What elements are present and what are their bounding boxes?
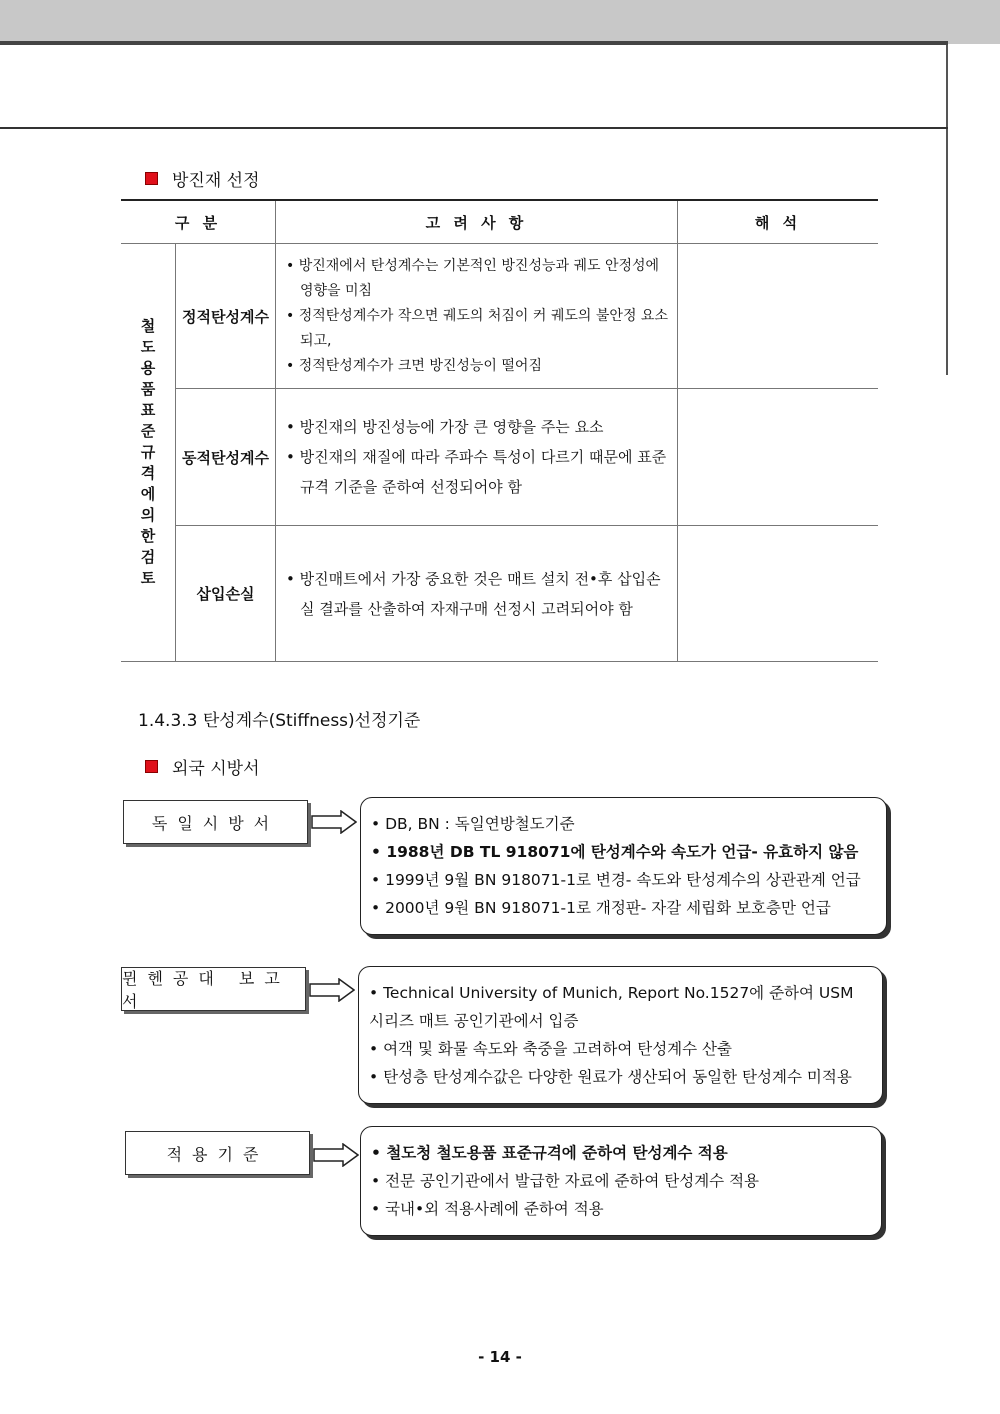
header-band [0, 0, 1000, 44]
row-note [678, 244, 879, 389]
row-name: 정적탄성계수 [176, 244, 276, 389]
spec-item: • 2000년 9원 BN 918071-1로 개정판- 자갈 세립화 보호층만 언급 [371, 899, 831, 917]
arrow-right-icon [309, 978, 355, 1002]
group-label: 철도용품 표준규격에 의한 검토 [121, 244, 176, 662]
header-bottom-rule [0, 127, 948, 129]
spec-box [360, 1126, 882, 1236]
page-number: - 14 - [478, 1348, 522, 1366]
spec-item: • 철도청 철도용품 표준규격에 준하여 탄성계수 적용 [371, 1144, 728, 1162]
section-title-text: 외국 시방서 [172, 759, 260, 779]
header-interpretation: 해 석 [678, 200, 879, 244]
subsection-heading: 1.4.3.3 탄성계수(Stiffness)선정기준 [138, 711, 421, 731]
spec-box [360, 797, 887, 935]
bullet-square-icon [145, 760, 158, 773]
header-considerations: 고 려 사 항 [276, 200, 678, 244]
selection-table [121, 199, 878, 662]
row-note [678, 389, 879, 526]
arrow-right-icon [311, 810, 357, 834]
row-desc: • 방진매트에서 가장 중요한 것은 매트 설치 전•후 삽입손실 결과를 산출하여 자재구매 선정시 고려되어야 함 [276, 526, 678, 662]
spec-item: • DB, BN : 독일연방철도기준 [371, 815, 575, 833]
margin-rule [946, 45, 948, 375]
header-rule [0, 41, 948, 45]
row-desc: • 방진재에서 탄성계수는 기본적인 방진성능과 궤도 안정성에 영향을 미침 • 정적탄성계수가 작으면 궤도의 처짐이 커 궤도의 불안정 요소되고, • 정적탄성계수가 크면 방진성능이 떨어짐 [276, 244, 678, 389]
spec-item: • 탄성층 탄성계수값은 다양한 원료가 생산되어 동일한 탄성계수 미적용 [369, 1068, 852, 1086]
spec-label: 뮌헨공대 보고서 [121, 967, 306, 1011]
spec-item: • 1999년 9월 BN 918071-1로 변경- 속도와 탄성계수의 상관관계 언급 [371, 871, 861, 889]
row-note [678, 526, 879, 662]
spec-item: • 국내•외 적용사례에 준하여 적용 [371, 1200, 604, 1218]
spec-box [358, 966, 883, 1104]
section-title-1 [145, 166, 260, 191]
arrow-right-icon [313, 1143, 359, 1167]
section-title-2 [145, 754, 260, 779]
spec-item: • 여객 및 화물 속도와 축중을 고려하여 탄성계수 산출 [369, 1040, 733, 1058]
section-title-text: 방진재 선정 [172, 171, 260, 191]
spec-item: • 전문 공인기관에서 발급한 자료에 준하여 탄성계수 적용 [371, 1172, 760, 1190]
spec-label: 적용기준 [125, 1131, 310, 1175]
row-name: 삽입손실 [176, 526, 276, 662]
spec-item: • Technical University of Munich, Report No.1527에 준하여 USM 시리즈 매트 공인기관에서 입증 [369, 984, 854, 1030]
row-desc: • 방진재의 방진성능에 가장 큰 영향을 주는 요소 • 방진재의 재질에 따라 주파수 특성이 다르기 때문에 표준규격 기준을 준하여 선정되어야 함 [276, 389, 678, 526]
spec-label: 독일시방서 [123, 800, 308, 844]
header-category: 구 분 [121, 200, 276, 244]
bullet-square-icon [145, 172, 158, 185]
row-name: 동적탄성계수 [176, 389, 276, 526]
spec-item: • 1988년 DB TL 918071에 탄성계수와 속도가 언급- 유효하지 않음 [371, 843, 859, 861]
